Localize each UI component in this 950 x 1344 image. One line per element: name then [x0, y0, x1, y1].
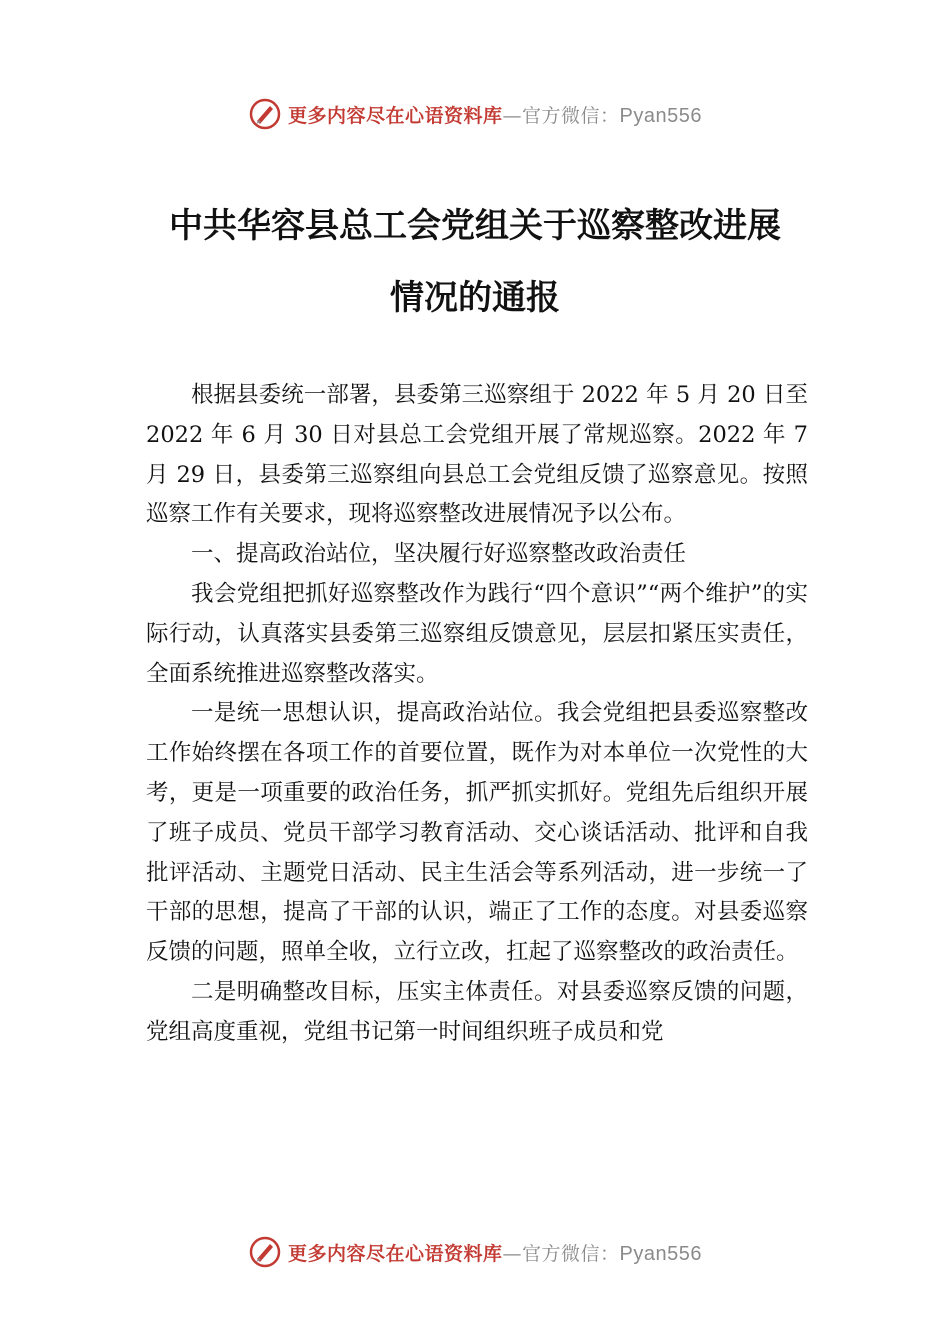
- watermark-account: Pyan556: [619, 1242, 702, 1265]
- watermark-brand: 更多内容尽在心语资料库: [288, 1242, 503, 1265]
- paragraph: 一是统一思想认识，提高政治站位。我会党组把县委巡察整改工作始终摆在各项工作的首要位置，既作为对本单位一次党性的大考，更是一项重要的政治任务，抓严抓实抓好。党组先后组织开展了班子成员、党员干部学习教育活动、交心谈话活动、批评和自我批评活动、主题党日活动、民主生活会等系列活动，进一步统一了干部的思想，提高了干部的认识，端正了工作的态度。对县委巡察反馈的问题，照单全收，立行立改，扛起了巡察整改的政治责任。: [146, 700, 808, 966]
- watermark-text: [288, 1239, 702, 1266]
- document-body: [146, 376, 808, 1053]
- watermark-banner-bottom: [0, 1232, 950, 1272]
- watermark-brand: 更多内容尽在心语资料库: [288, 104, 503, 127]
- paragraph: 我会党组把抓好巡察整改作为践行“四个意识”“两个维护”的实际行动，认真落实县委第三巡察组反馈意见，层层扣紧压实责任，全面系统推进巡察整改落实。: [146, 580, 808, 687]
- brand-logo-icon: [248, 97, 282, 131]
- watermark-content: [248, 97, 702, 131]
- watermark-label: 官方微信：: [522, 104, 620, 127]
- paragraph: 二是明确整改目标，压实主体责任。对县委巡察反馈的问题，党组高度重视，党组书记第一时间组织班子成员和党: [146, 978, 808, 1045]
- watermark-account: Pyan556: [619, 104, 702, 127]
- watermark-content: [248, 1235, 702, 1269]
- watermark-banner-top: [0, 94, 950, 134]
- watermark-separator: —: [502, 1242, 523, 1265]
- paragraph-intro: 根据县委统一部署，县委第三巡察组于 2022 年 5 月 20 日至 2022 年 6 月 30 日对县总工会党组开展了常规巡察。2022 年 7 月 29 日，县委第三巡察组向县总工会党组反馈了巡察意见。按照巡察工作有关要求，现将巡察整改进展情况予以公布。: [146, 382, 808, 528]
- watermark-text: [288, 101, 702, 128]
- title-line-2: 情况的通报: [390, 278, 560, 318]
- document-title: [120, 190, 830, 334]
- watermark-label: 官方微信：: [522, 1242, 620, 1265]
- watermark-separator: —: [502, 104, 523, 127]
- section-heading-1: 一、提高政治站位，坚决履行好巡察整改政治责任: [191, 541, 687, 568]
- title-line-1: 中共华容县总工会党组关于巡察整改进展: [169, 206, 781, 246]
- brand-logo-icon: [248, 1235, 282, 1269]
